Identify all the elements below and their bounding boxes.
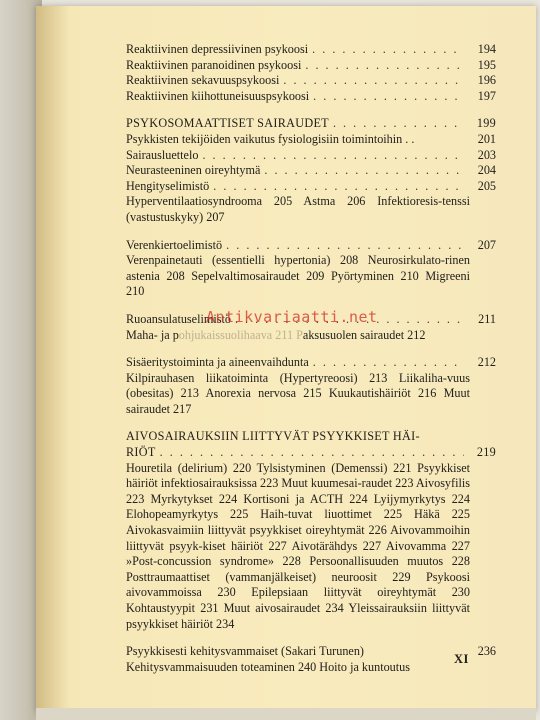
watermark: Antikvariaatti.net bbox=[206, 308, 378, 326]
toc-entry-page: 196 bbox=[477, 73, 496, 88]
toc-entry bbox=[126, 147, 496, 164]
toc-entry bbox=[126, 42, 496, 58]
section-heading-page: 199 bbox=[476, 116, 496, 131]
toc-entry-title: Ruoansulatuselimistö bbox=[126, 311, 231, 326]
leader-dots bbox=[312, 42, 464, 58]
section-heading-line2: RIÖT bbox=[126, 445, 156, 460]
toc-entry-title: Reaktiivinen paranoidinen psykoosi bbox=[126, 57, 302, 72]
toc-subtopics: Houretila (delirium) 220 Tylsistyminen (Demenssi) 221 Psyykkiset häiriöt infektiosairauksissa 223 Muut kuumesai-raudet 223 Aivosyfilis 223 Myrkytykset 224 Kortisoni ja ACTH 224 Lyijymyrkytys 224 Elohopeamyrkytys 225 Haih-tuvat liuottimet 225 Häkä 225 Aivokasvaimiin liittyvät psyykkiset oireyhtymät 226 Aivovammoihin liittyvät psyyk-kiset häiriöt 227 Aivotärähdys 227 Aivovamma 227 »Post-concussion syndrome» 228 Persoonallisuuden muutos 228 Posttraumaattiset (vammanjälkeiset) neuroosit 229 Psykoosi aivovammoissa 230 Epilepsiaan liittyvät oireyhtymät 230 Kohtaustyypit 231 Muut aivosairaudet 234 Yleissairauksiin liittyvät psyykkiset häiriöt 234 bbox=[126, 460, 470, 631]
spacer bbox=[126, 632, 470, 644]
toc-subtopics bbox=[126, 328, 470, 344]
leader-dots bbox=[202, 148, 464, 164]
section-heading-page: 219 bbox=[476, 445, 496, 460]
toc-entry-title: Sisäeritystoiminta ja aineenvaihdunta bbox=[126, 355, 309, 370]
page-number: XI bbox=[454, 652, 469, 666]
table-of-contents bbox=[126, 42, 496, 675]
section-heading bbox=[126, 116, 496, 132]
toc-entry bbox=[126, 644, 496, 660]
toc-entry bbox=[126, 73, 496, 89]
leader-dots bbox=[313, 89, 464, 105]
toc-entry-page: 195 bbox=[477, 57, 496, 72]
toc-entry-page: 201 bbox=[477, 131, 496, 146]
toc-subtopics: Verenpainetauti (essentielli hypertonia) 208 Neurosirkulato-rinen astenia 208 Sepelvaltimosairaudet 209 Pyörtyminen 210 Migreeni 210 bbox=[126, 253, 470, 299]
toc-entry-page: 197 bbox=[477, 88, 496, 103]
toc-entry bbox=[126, 355, 496, 371]
leader-dots bbox=[264, 163, 464, 179]
spacer bbox=[126, 226, 470, 238]
toc-entry-page: 194 bbox=[477, 42, 496, 56]
toc-subtopics-obscured: ohjukaissuolihaava 211 P bbox=[178, 327, 303, 342]
spacer bbox=[126, 343, 470, 355]
page-bottom-edge bbox=[36, 708, 536, 720]
toc-entry-title: Reaktiivinen kiihottuneisuuspsykoosi bbox=[126, 88, 310, 103]
toc-entry bbox=[126, 163, 496, 179]
leader-dots bbox=[160, 445, 464, 461]
leader-dots bbox=[333, 116, 464, 132]
toc-subtopics: Hyperventilaatiosyndrooma 205 Astma 206 Infektioresis-tenssi (vastustuskyky) 207 bbox=[126, 194, 470, 224]
toc-subtopics: Kehitysvammaisuuden toteaminen 240 Hoito ja kuntoutus bbox=[126, 659, 410, 674]
toc-entry-page: 205 bbox=[477, 178, 496, 193]
leader-dots bbox=[213, 179, 464, 195]
leader-dots bbox=[283, 73, 464, 89]
toc-entry-page: 211 bbox=[478, 311, 496, 326]
toc-entry bbox=[126, 237, 496, 254]
toc-entry-title: Hengityselimistö bbox=[126, 178, 210, 193]
toc-subtopics-start: Maha- ja p bbox=[126, 327, 179, 342]
toc-entry-title: Verenkiertoelimistö bbox=[126, 237, 223, 252]
toc-subtopics: Kilpirauhasen liikatoiminta (Hypertyreoosi) 213 Liikaliha-vuus (obesitas) 213 Anorexia nervosa 215 Kuukautishäiriöt 216 Muut sairaudet 217 bbox=[126, 370, 470, 416]
toc-entry-page: 212 bbox=[477, 355, 496, 370]
toc-entry bbox=[126, 131, 496, 148]
toc-entry-title: Psyykkisesti kehitysvammaiset (Sakari Turunen) bbox=[126, 644, 364, 659]
leader-dots bbox=[305, 58, 464, 74]
spacer bbox=[126, 104, 470, 116]
toc-entry-title: Reaktiivinen sekavuuspsykoosi bbox=[126, 73, 280, 88]
toc-subtopics-end: aksusuolen sairaudet 212 bbox=[302, 327, 426, 342]
page-gutter-shadow bbox=[36, 6, 70, 712]
toc-entry bbox=[126, 88, 496, 105]
toc-entry bbox=[126, 178, 496, 195]
toc-entry-page: 236 bbox=[477, 644, 496, 659]
toc-entry-title: Reaktiivinen depressiivinen psykoosi bbox=[126, 42, 309, 56]
section-heading bbox=[126, 429, 496, 460]
toc-entry-page: 204 bbox=[477, 163, 496, 178]
toc-entry-title: Sairausluettelo bbox=[126, 147, 199, 162]
leader-dots bbox=[226, 238, 464, 254]
section-heading-line1: AIVOSAIRAUKSIIN LIITTYVÄT PSYYKKISET HÄI- bbox=[126, 429, 420, 444]
leader-dots bbox=[313, 355, 464, 371]
toc-entry-title: Psykkisten tekijöiden vaikutus fysiologisiin toimintoihin . . bbox=[126, 131, 415, 146]
section-heading-line2-row bbox=[126, 445, 496, 461]
toc-entry-page: 203 bbox=[477, 147, 496, 162]
section-heading-title: PSYKOSOMAATTISET SAIRAUDET bbox=[126, 116, 329, 131]
toc-entry bbox=[126, 57, 496, 74]
toc-entry-page: 207 bbox=[477, 237, 496, 252]
spacer bbox=[126, 417, 470, 429]
toc-entry-title: Neurasteeninen oireyhtymä bbox=[126, 163, 261, 178]
